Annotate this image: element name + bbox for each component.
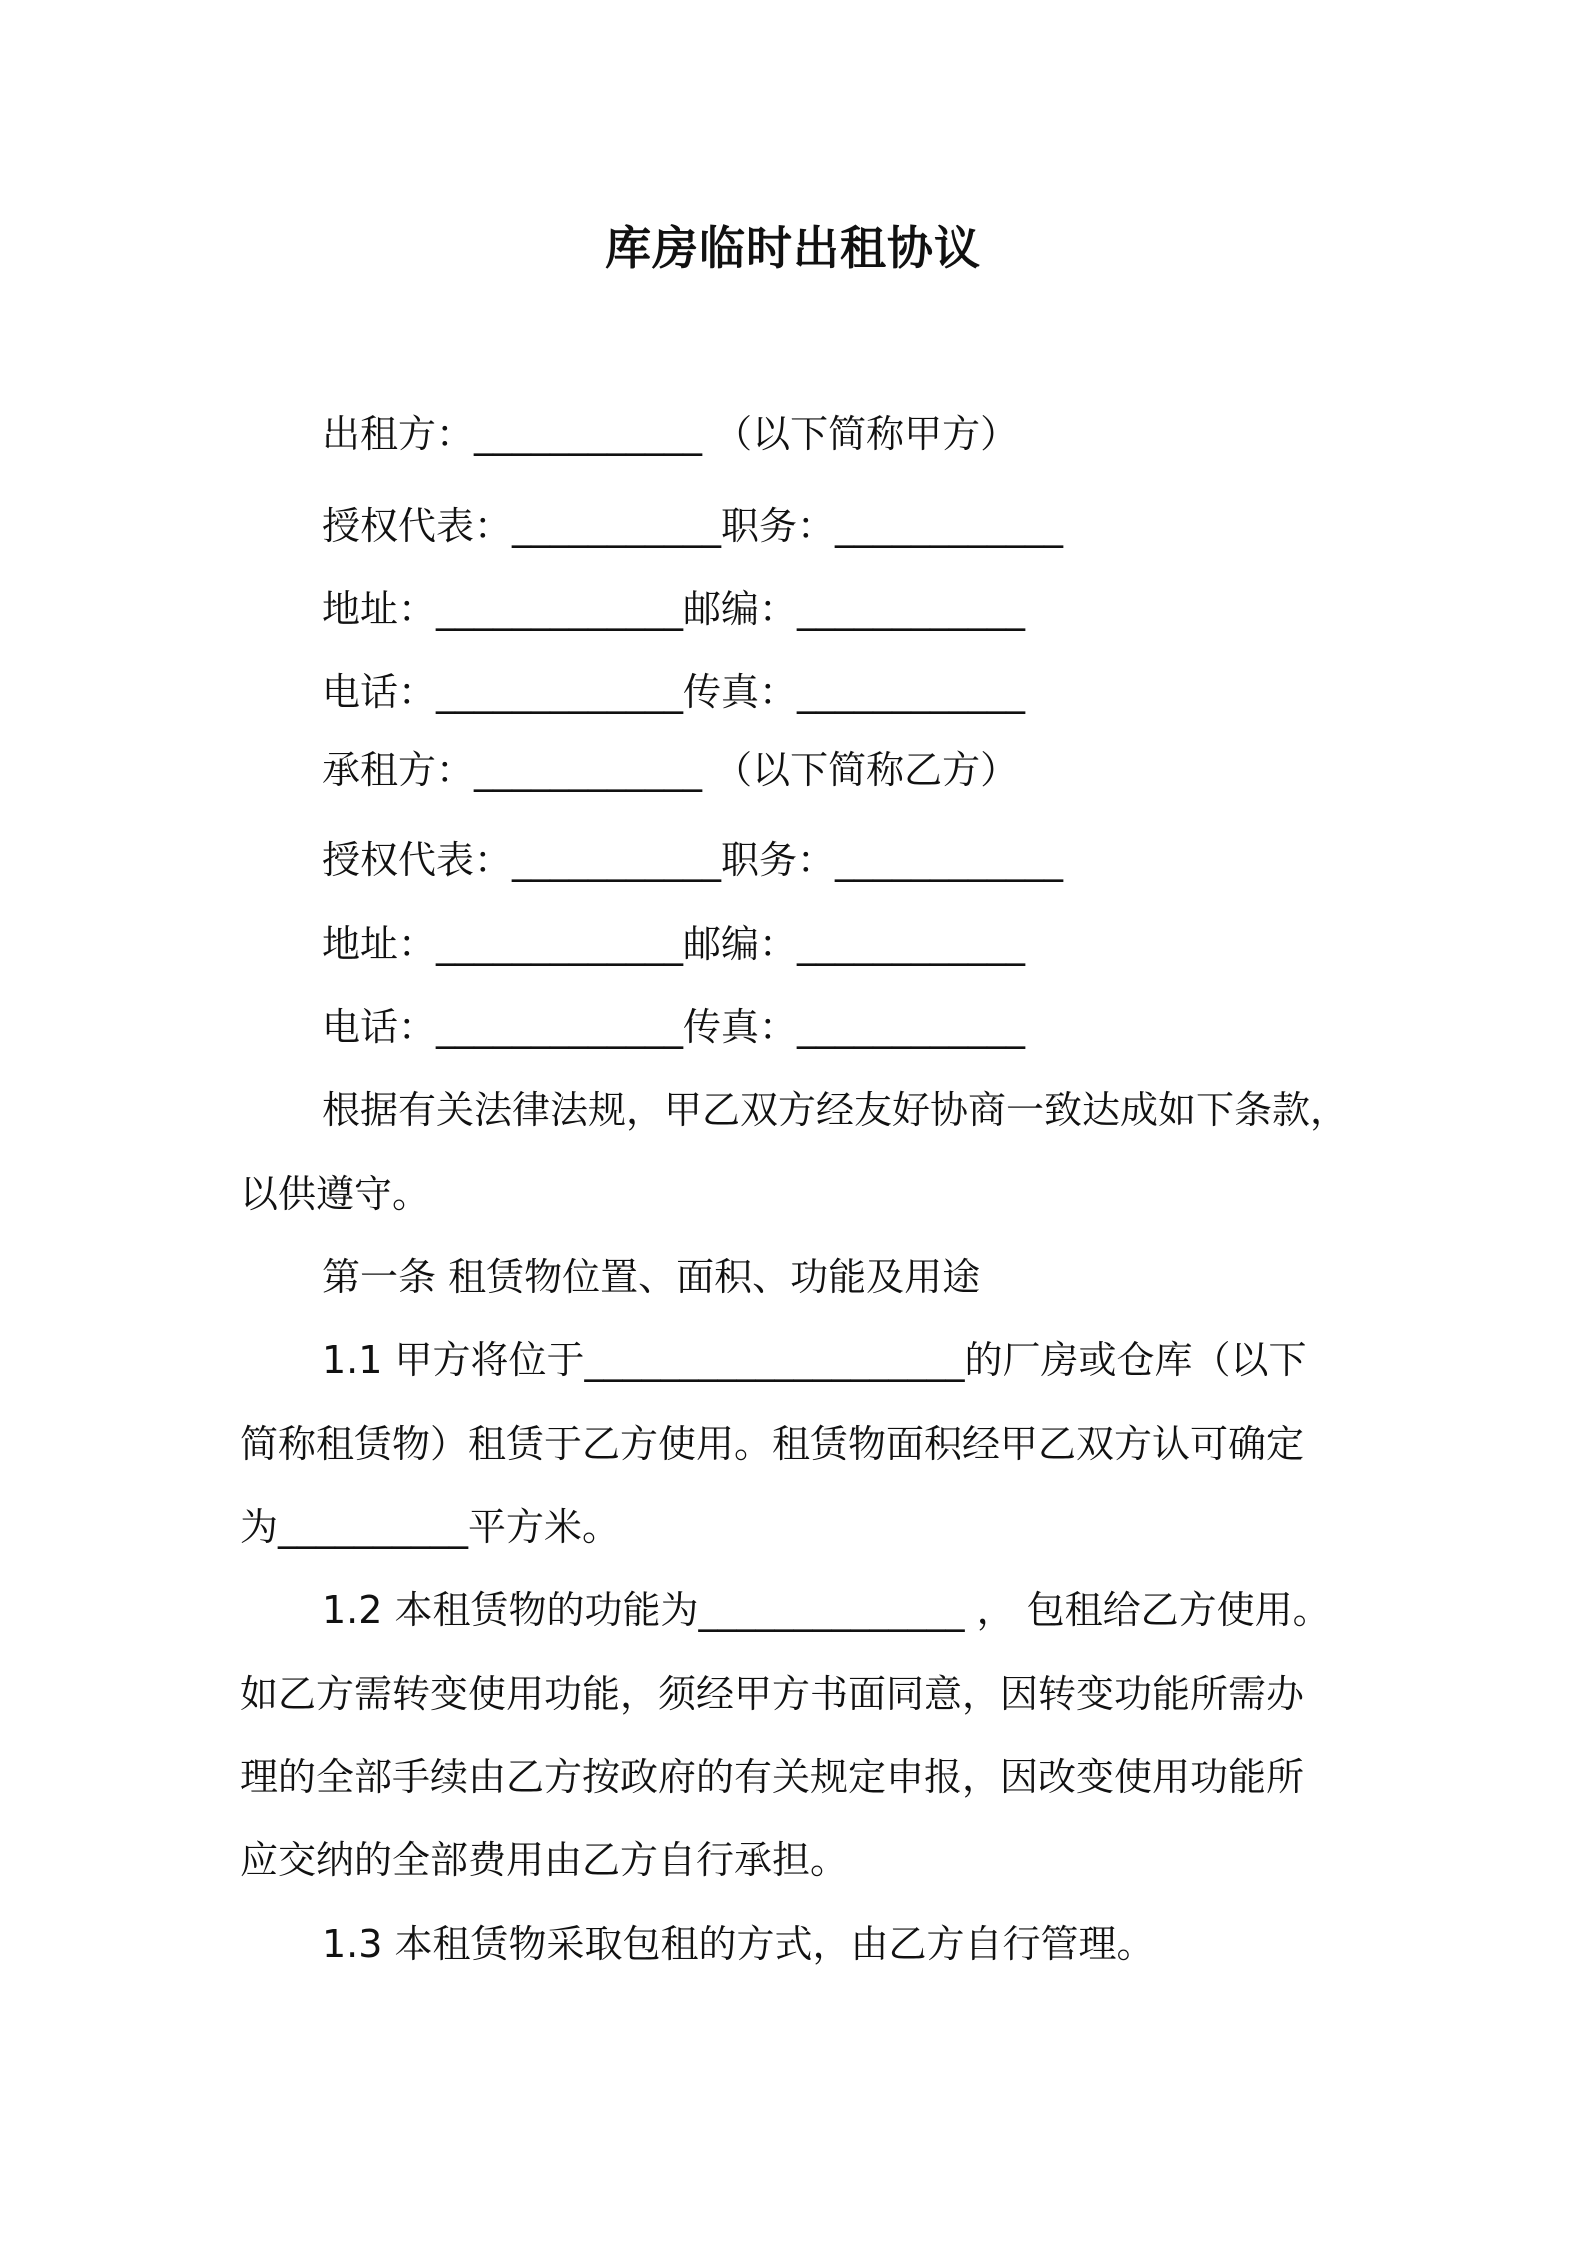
clause-1-1-line: 简称租赁物）租赁于乙方使用。租赁物面积经甲乙双方认可确定 xyxy=(240,1422,1305,1466)
clause-1-2-line: 理的全部手续由乙方按政府的有关规定申报，因改变使用功能所 xyxy=(240,1755,1305,1799)
lessee-address-line: 地址：_____________邮编：____________ xyxy=(322,922,1026,966)
lessee-name-line: 承租方：____________ （以下简称乙方） xyxy=(322,748,1019,792)
clause-1-3-line: 1.3 本租赁物采取包租的方式，由乙方自行管理。 xyxy=(322,1922,1155,1966)
document-title: 库房临时出租协议 xyxy=(605,221,981,275)
preamble-line: 根据有关法律法规，甲乙双方经友好协商一致达成如下条款， xyxy=(322,1088,1349,1132)
clause-1-1-line: 为__________平方米。 xyxy=(240,1505,621,1549)
clause-1-1-line: 1.1 甲方将位于____________________的厂房或仓库（以下 xyxy=(322,1338,1307,1382)
lessor-name-line: 出租方：____________ （以下简称甲方） xyxy=(322,412,1019,456)
lessee-telephone-line: 电话：_____________传真：____________ xyxy=(322,1005,1026,1049)
lessor-representative-line: 授权代表：___________职务：____________ xyxy=(322,504,1064,548)
preamble-line: 以供遵守。 xyxy=(240,1172,431,1216)
clause-1-2-line: 如乙方需转变使用功能，须经甲方书面同意，因转变功能所需办 xyxy=(240,1672,1305,1716)
clause-1-2-line: 1.2 本租赁物的功能为______________ ， 包租给乙方使用。 xyxy=(322,1588,1331,1632)
lessor-address-line: 地址：_____________邮编：____________ xyxy=(322,587,1026,631)
lessor-telephone-line: 电话：_____________传真：____________ xyxy=(322,670,1026,714)
clause-1-2-line: 应交纳的全部费用由乙方自行承担。 xyxy=(240,1838,849,1882)
lessee-representative-line: 授权代表：___________职务：____________ xyxy=(322,838,1064,882)
article-1-heading: 第一条 租赁物位置、面积、功能及用途 xyxy=(322,1255,981,1299)
